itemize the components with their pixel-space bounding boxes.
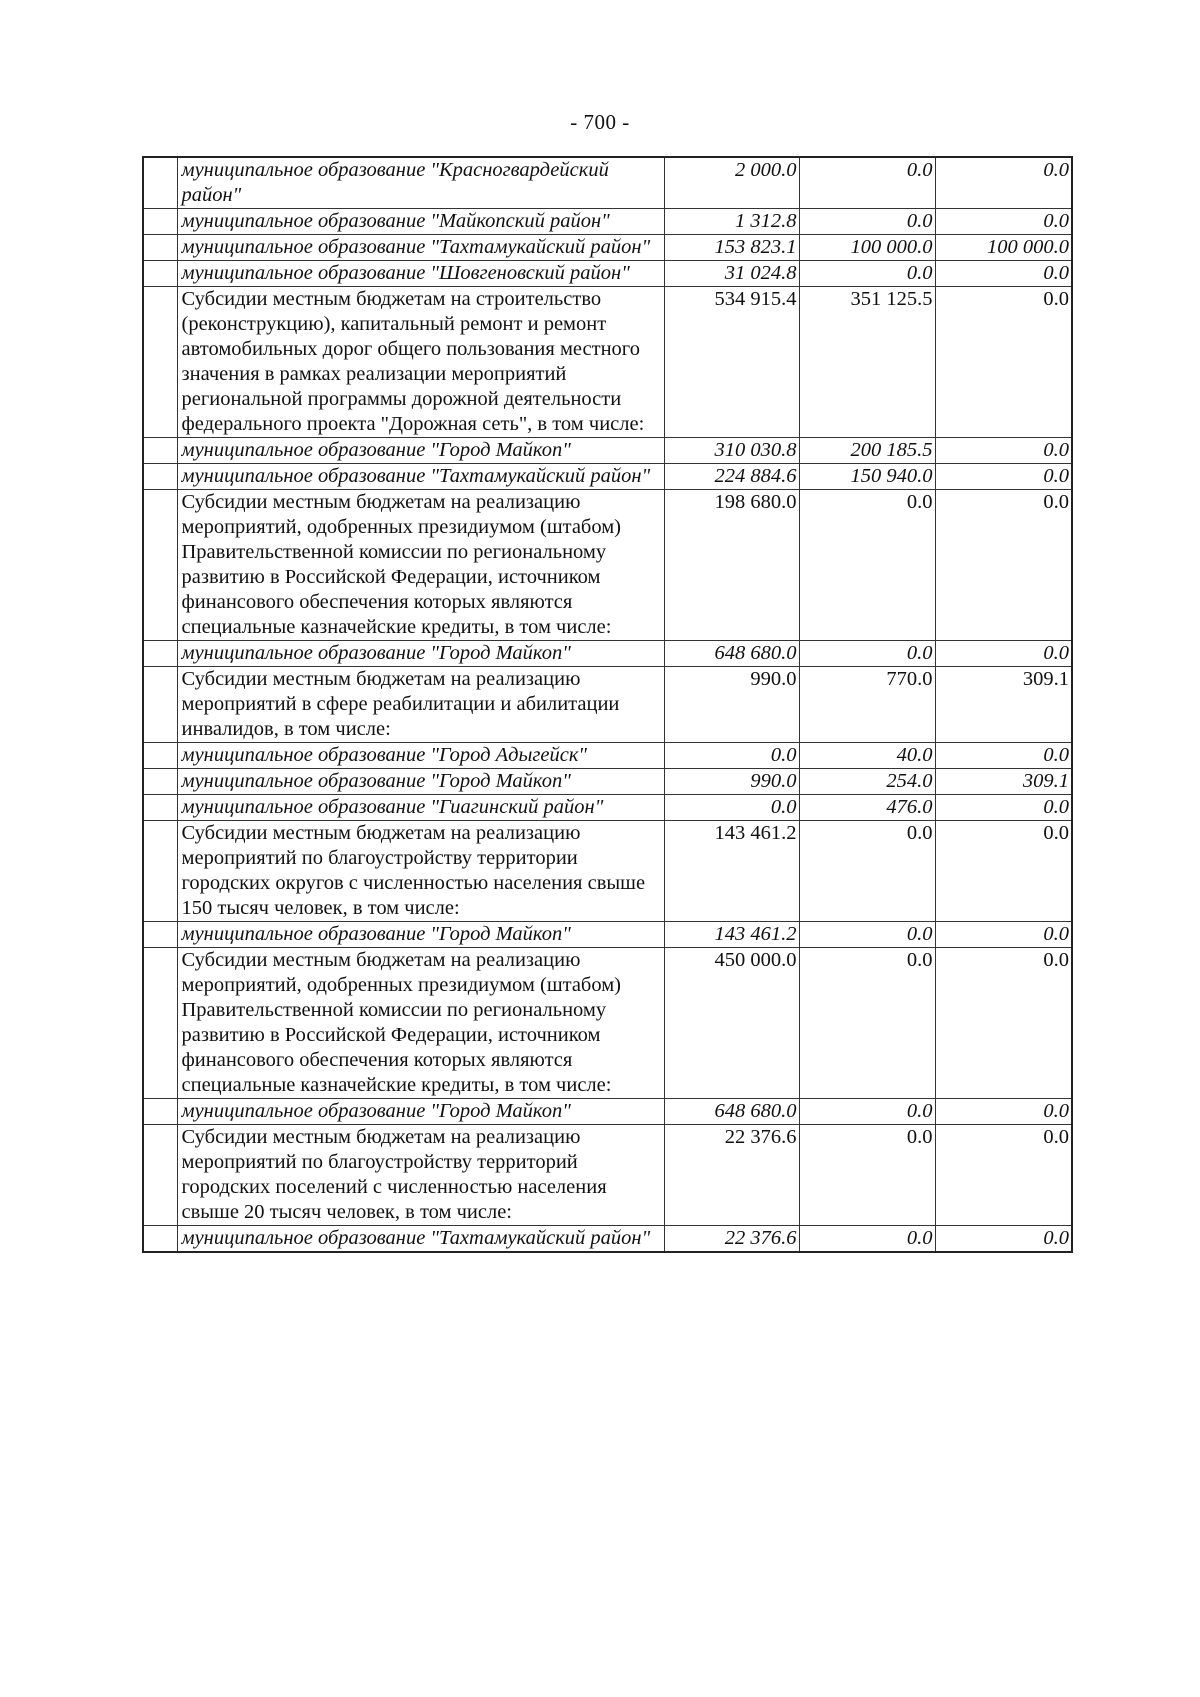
amount-col-3: 309.1 [935, 667, 1072, 743]
municipality-row [143, 1099, 1072, 1125]
row-name: муниципальное образование "Тахтамукайский район" [177, 235, 664, 261]
amount-col-2: 0.0 [799, 641, 935, 667]
amount-col-3: 309.1 [935, 769, 1072, 795]
municipality-row [143, 209, 1072, 235]
amount-col-2: 0.0 [799, 948, 935, 1099]
amount-col-1: 224 884.6 [664, 464, 799, 490]
amount-col-1: 648 680.0 [664, 1099, 799, 1125]
row-name: муниципальное образование "Город Адыгейск" [177, 743, 664, 769]
amount-col-2: 0.0 [799, 1226, 935, 1253]
amount-col-2: 351 125.5 [799, 287, 935, 438]
row-name: муниципальное образование "Город Майкоп" [177, 438, 664, 464]
row-name: муниципальное образование "Тахтамукайский район" [177, 1226, 664, 1253]
page-number: - 700 - [570, 110, 630, 134]
amount-col-3: 0.0 [935, 922, 1072, 948]
amount-col-1: 310 030.8 [664, 438, 799, 464]
amount-col-1: 143 461.2 [664, 821, 799, 922]
row-name: муниципальное образование "Город Майкоп" [177, 641, 664, 667]
amount-col-3: 0.0 [935, 1125, 1072, 1226]
amount-col-3: 0.0 [935, 261, 1072, 287]
amount-col-1: 990.0 [664, 667, 799, 743]
amount-col-1: 153 823.1 [664, 235, 799, 261]
row-name: Субсидии местным бюджетам на реализацию мероприятий, одобренных президиумом (штабом) Правительственной комиссии по региональному развитию в Российской Федерации, источником финансового обеспечения которых являются специальные казначейские кредиты, в том числе: [177, 948, 664, 1099]
row-name: Субсидии местным бюджетам на строительство (реконструкцию), капитальный ремонт и ремонт автомобильных дорог общего пользования местного значения в рамках реализации мероприятий региональной программы дорожной деятельности федерального проекта "Дорожная сеть", в том числе: [177, 287, 664, 438]
budget-table [142, 156, 1073, 1253]
amount-col-2: 254.0 [799, 769, 935, 795]
row-name: муниципальное образование "Шовгеновский район" [177, 261, 664, 287]
row-code-cell [143, 261, 177, 287]
amount-col-2: 0.0 [799, 157, 935, 209]
amount-col-1: 1 312.8 [664, 209, 799, 235]
amount-col-1: 22 376.6 [664, 1125, 799, 1226]
amount-col-3: 0.0 [935, 1226, 1072, 1253]
amount-col-2: 770.0 [799, 667, 935, 743]
amount-col-3: 0.0 [935, 1099, 1072, 1125]
amount-col-3: 0.0 [935, 948, 1072, 1099]
row-code-cell [143, 464, 177, 490]
amount-col-2: 0.0 [799, 261, 935, 287]
amount-col-2: 150 940.0 [799, 464, 935, 490]
row-name: муниципальное образование "Город Майкоп" [177, 1099, 664, 1125]
row-name: муниципальное образование "Красногвардейский район" [177, 157, 664, 209]
amount-col-1: 990.0 [664, 769, 799, 795]
row-code-cell [143, 1099, 177, 1125]
amount-col-2: 0.0 [799, 1125, 935, 1226]
municipality-row [143, 157, 1072, 209]
subsidy-row [143, 287, 1072, 438]
row-code-cell [143, 641, 177, 667]
row-name: муниципальное образование "Гиагинский район" [177, 795, 664, 821]
amount-col-1: 198 680.0 [664, 490, 799, 641]
amount-col-3: 0.0 [935, 743, 1072, 769]
amount-col-3: 100 000.0 [935, 235, 1072, 261]
amount-col-2: 0.0 [799, 821, 935, 922]
amount-col-1: 0.0 [664, 743, 799, 769]
amount-col-3: 0.0 [935, 464, 1072, 490]
municipality-row [143, 641, 1072, 667]
amount-col-2: 200 185.5 [799, 438, 935, 464]
municipality-row [143, 922, 1072, 948]
amount-col-2: 40.0 [799, 743, 935, 769]
municipality-row [143, 743, 1072, 769]
row-name: Субсидии местным бюджетам на реализацию мероприятий в сфере реабилитации и абилитации инвалидов, в том числе: [177, 667, 664, 743]
amount-col-2: 0.0 [799, 922, 935, 948]
amount-col-3: 0.0 [935, 157, 1072, 209]
row-code-cell [143, 1226, 177, 1253]
row-name: муниципальное образование "Майкопский район" [177, 209, 664, 235]
subsidy-row [143, 948, 1072, 1099]
row-name: муниципальное образование "Тахтамукайский район" [177, 464, 664, 490]
municipality-row [143, 235, 1072, 261]
row-code-cell [143, 795, 177, 821]
amount-col-1: 31 024.8 [664, 261, 799, 287]
amount-col-2: 476.0 [799, 795, 935, 821]
municipality-row [143, 464, 1072, 490]
amount-col-1: 22 376.6 [664, 1226, 799, 1253]
amount-col-3: 0.0 [935, 641, 1072, 667]
row-code-cell [143, 157, 177, 209]
row-code-cell [143, 287, 177, 438]
row-code-cell [143, 490, 177, 641]
amount-col-3: 0.0 [935, 209, 1072, 235]
subsidy-row [143, 490, 1072, 641]
subsidy-row [143, 821, 1072, 922]
amount-col-3: 0.0 [935, 821, 1072, 922]
row-name: Субсидии местным бюджетам на реализацию мероприятий, одобренных президиумом (штабом) Правительственной комиссии по региональному развитию в Российской Федерации, источником финансового обеспечения которых являются специальные казначейские кредиты, в том числе: [177, 490, 664, 641]
row-code-cell [143, 1125, 177, 1226]
row-code-cell [143, 821, 177, 922]
amount-col-3: 0.0 [935, 795, 1072, 821]
municipality-row [143, 795, 1072, 821]
amount-col-3: 0.0 [935, 438, 1072, 464]
subsidy-row [143, 1125, 1072, 1226]
municipality-row [143, 1226, 1072, 1253]
row-code-cell [143, 438, 177, 464]
row-code-cell [143, 948, 177, 1099]
row-code-cell [143, 922, 177, 948]
row-code-cell [143, 743, 177, 769]
row-code-cell [143, 667, 177, 743]
row-name: Субсидии местным бюджетам на реализацию мероприятий по благоустройству территории городских округов с численностью населения свыше 150 тысяч человек, в том числе: [177, 821, 664, 922]
row-code-cell [143, 209, 177, 235]
row-name: муниципальное образование "Город Майкоп" [177, 922, 664, 948]
row-code-cell [143, 235, 177, 261]
row-name: Субсидии местным бюджетам на реализацию мероприятий по благоустройству территорий городских поселений с численностью населения свыше 20 тысяч человек, в том числе: [177, 1125, 664, 1226]
amount-col-1: 534 915.4 [664, 287, 799, 438]
amount-col-1: 450 000.0 [664, 948, 799, 1099]
subsidy-row [143, 667, 1072, 743]
municipality-row [143, 438, 1072, 464]
municipality-row [143, 261, 1072, 287]
amount-col-3: 0.0 [935, 490, 1072, 641]
row-name: муниципальное образование "Город Майкоп" [177, 769, 664, 795]
amount-col-1: 648 680.0 [664, 641, 799, 667]
row-code-cell [143, 769, 177, 795]
amount-col-2: 0.0 [799, 209, 935, 235]
amount-col-1: 0.0 [664, 795, 799, 821]
amount-col-3: 0.0 [935, 287, 1072, 438]
municipality-row [143, 769, 1072, 795]
amount-col-2: 0.0 [799, 490, 935, 641]
amount-col-1: 2 000.0 [664, 157, 799, 209]
amount-col-1: 143 461.2 [664, 922, 799, 948]
amount-col-2: 0.0 [799, 1099, 935, 1125]
amount-col-2: 100 000.0 [799, 235, 935, 261]
